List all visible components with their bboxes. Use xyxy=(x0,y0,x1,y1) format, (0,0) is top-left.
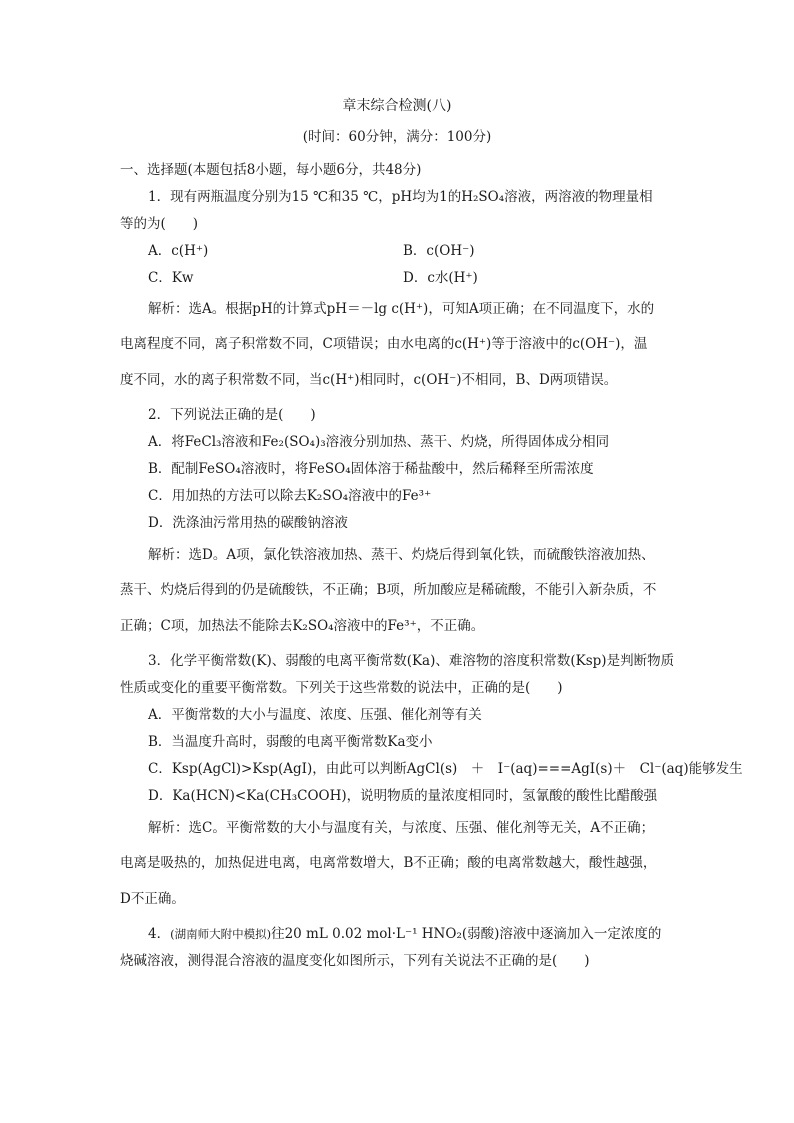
q1-analysis-line1: 解析：选A。根据pH的计算式pH＝－lg c(H⁺)，可知A项正确；在不同温度下，水的 xyxy=(148,301,655,317)
q1-option-c: C．Kw xyxy=(148,270,194,286)
q1-option-d: D．c水(H⁺) xyxy=(403,270,478,286)
q4-stem-line1 xyxy=(148,925,661,943)
q3-option-c: C．Ksp(AgCl)>Ksp(AgI)，由此可以判断AgCl(s) ＋ I⁻(aq)===AgI(s)＋ Cl⁻(aq)能够发生 xyxy=(148,761,743,777)
q3-option-b: B．当温度升高时，弱酸的电离平衡常数Ka变小 xyxy=(148,734,433,750)
q2-option-c: C．用加热的方法可以除去K₂SO₄溶液中的Fe³⁺ xyxy=(148,488,432,504)
q3-stem-line1: 3．化学平衡常数(K)、弱酸的电离平衡常数(Ka)、难溶物的溶度积常数(Ksp)是判断物质 xyxy=(148,653,675,669)
q2-analysis-line1: 解析：选D。A项，氯化铁溶液加热、蒸干、灼烧后得到氧化铁，而硫酸铁溶液加热、 xyxy=(148,547,655,563)
q2-stem: 2．下列说法正确的是( ) xyxy=(148,407,316,423)
q1-stem-line1: 1．现有两瓶温度分别为15 ℃和35 ℃，pH均为1的H₂SO₄溶液，两溶液的物理量相 xyxy=(148,189,653,205)
q3-analysis-line3: D不正确。 xyxy=(120,891,185,907)
q4-number: 4． xyxy=(148,926,171,942)
q2-option-d: D．洗涤油污常用热的碳酸钠溶液 xyxy=(148,515,348,531)
q1-analysis-line2: 电离程度不同，离子积常数不同，C项错误；由水电离的c(H⁺)等于溶液中的c(OH⁻)，温 xyxy=(120,336,648,352)
page-title: 章末综合检测(八) xyxy=(342,98,452,114)
q4-stem-line2: 烧碱溶液，测得混合溶液的温度变化如图所示，下列有关说法不正确的是( ) xyxy=(120,953,590,969)
q3-analysis-line2: 电离是吸热的，加热促进电离，电离常数增大，B不正确；酸的电离常数越大，酸性越强， xyxy=(120,855,657,871)
q2-analysis-line3: 正确；C项，加热法不能除去K₂SO₄溶液中的Fe³⁺，不正确。 xyxy=(120,618,485,634)
q3-stem-line2: 性质或变化的重要平衡常数。下列关于这些常数的说法中，正确的是( ) xyxy=(120,680,563,696)
q3-analysis-line1: 解析：选C。平衡常数的大小与温度有关，与浓度、压强、催化剂等无关，A不正确； xyxy=(148,820,655,836)
q1-stem-line2: 等的为( ) xyxy=(120,216,199,232)
q3-option-a: A．平衡常数的大小与温度、浓度、压强、催化剂等有关 xyxy=(148,707,482,723)
q1-option-a: A．c(H⁺) xyxy=(148,243,209,259)
q2-option-b: B．配制FeSO₄溶液时，将FeSO₄固体溶于稀盐酸中，然后稀释至所需浓度 xyxy=(148,461,594,477)
q1-analysis-line3: 度不同，水的离子积常数不同，当c(H⁺)相同时，c(OH⁻)不相同，B、D两项错误。 xyxy=(120,372,618,388)
page-subtitle: (时间：60分钟，满分：100分) xyxy=(302,129,492,145)
q2-option-a: A．将FeCl₃溶液和Fe₂(SO₄)₃溶液分别加热、蒸干、灼烧，所得固体成分相同 xyxy=(148,434,610,450)
q4-source: (湖南师大附中模拟) xyxy=(170,927,272,941)
q3-option-d: D．Ka(HCN)<Ka(CH₃COOH)，说明物质的量浓度相同时，氢氰酸的酸性比醋酸强 xyxy=(148,788,658,804)
q2-analysis-line2: 蒸干、灼烧后得到的仍是硫酸铁，不正确；B项，所加酸应是稀硫酸，不能引入新杂质，不 xyxy=(120,582,657,598)
q1-option-b: B．c(OH⁻) xyxy=(403,243,475,259)
section-heading: 一、选择题(本题包括8小题，每小题6分，共48分) xyxy=(120,162,422,178)
q4-stem-text: 往20 mL 0.02 mol·L⁻¹ HNO₂(弱酸)溶液中逐滴加入一定浓度的 xyxy=(271,926,662,942)
